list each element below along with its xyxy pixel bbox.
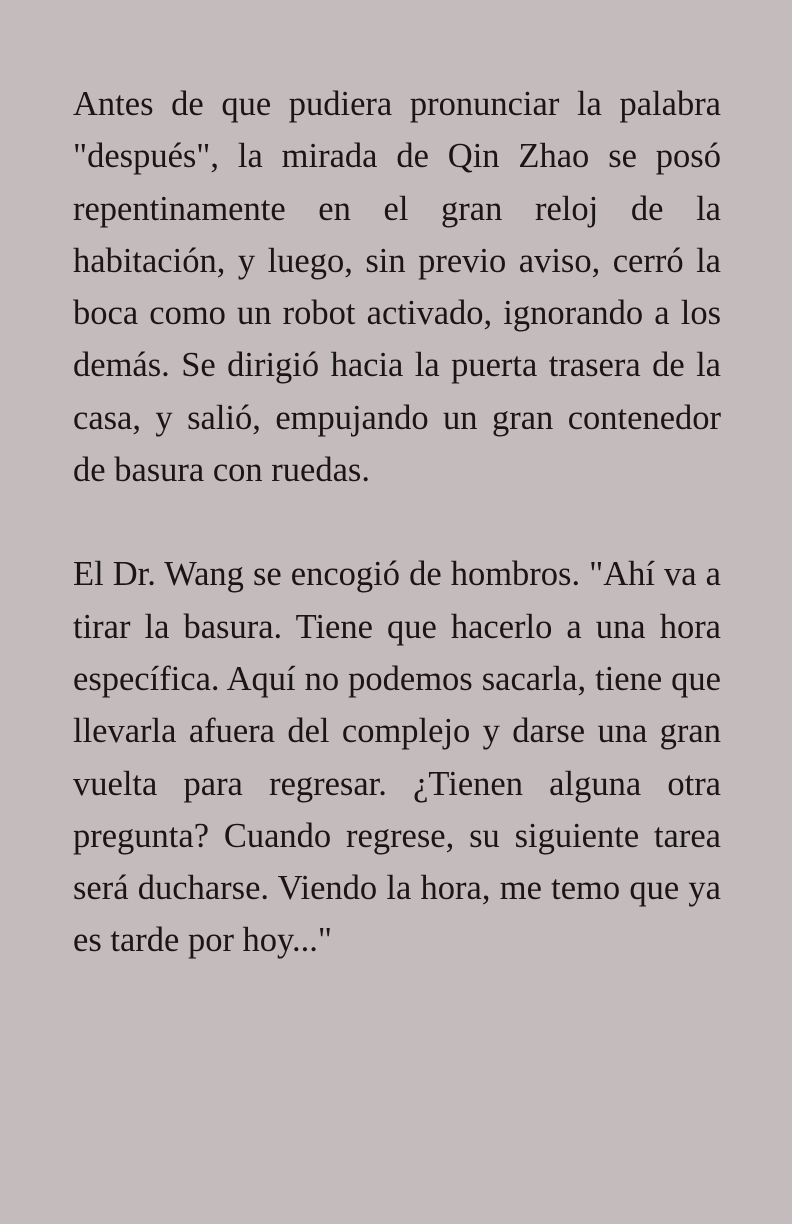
document-page (73, 78, 721, 967)
paragraph-1: Antes de que pudiera pronunciar la palabra "después", la mirada de Qin Zhao se posó repentinamente en el gran reloj de la habitación, y luego, sin previo aviso, cerró la boca como un robot activado, ignorando a los demás. Se dirigió hacia la puerta trasera de la casa, y salió, empujando un gran contenedor de basura con ruedas. (73, 85, 721, 490)
paragraph-2: El Dr. Wang se encogió de hombros. "Ahí va a tirar la basura. Tiene que hacerlo a una hora específica. Aquí no podemos sacarla, tiene que llevarla afuera del complejo y darse una gran vuelta para regresar. ¿Tienen alguna otra pregunta? Cuando regrese, su siguiente tarea será ducharse. Viendo la hora, me temo que ya es tarde por hoy..." (73, 555, 721, 960)
